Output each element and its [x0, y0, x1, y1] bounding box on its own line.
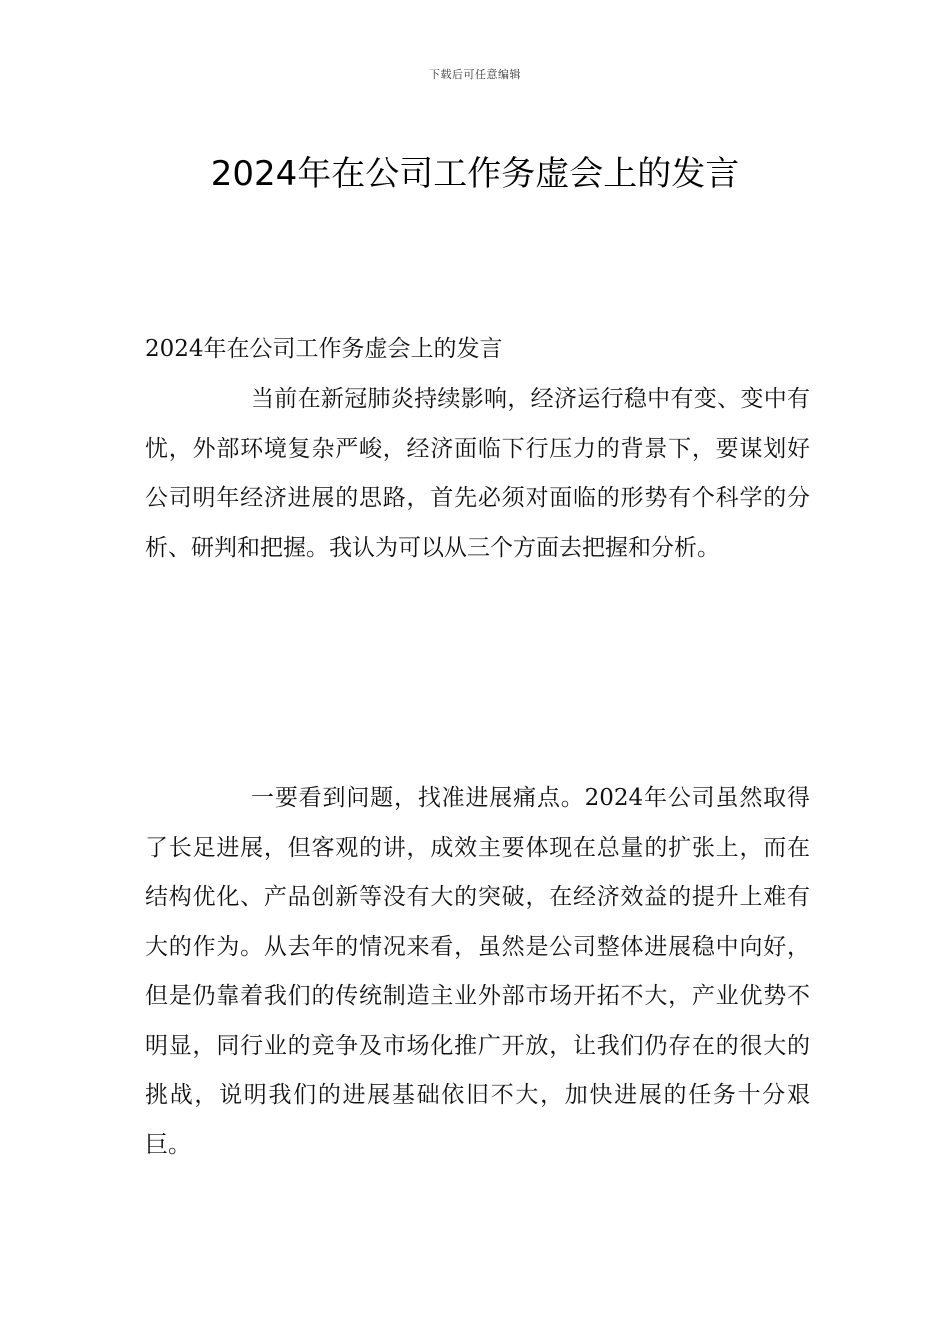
document-subtitle: 2024年在公司工作务虚会上的发言	[145, 336, 503, 362]
header-note: 下载后可任意编辑	[429, 68, 521, 81]
body-paragraph-1: 当前在新冠肺炎持续影响，经济运行稳中有变、变中有忧，外部环境复杂严峻，经济面临下行压力的背景下，要谋划好公司明年经济进展的思路，首先必须对面临的形势有个科学的分析、研判和把握。我认为可以从三个方面去把握和分析。	[145, 386, 810, 561]
body-paragraph-2: 一要看到问题，找准进展痛点。2024年公司虽然取得了长足进展，但客观的讲，成效主要体现在总量的扩张上，而在结构优化、产品创新等没有大的突破，在经济效益的提升上难有大的作为。从去年的情况来看，虽然是公司整体进展稳中向好，但是仍靠着我们的传统制造主业外部市场开拓不大，产业优势不明显，同行业的竞争及市场化推广开放，让我们仍存在的很大的挑战，说明我们的进展基础依旧不大，加快进展的任务十分艰巨。	[145, 785, 810, 1158]
document-title: 2024年在公司工作务虚会上的发言	[210, 153, 740, 194]
